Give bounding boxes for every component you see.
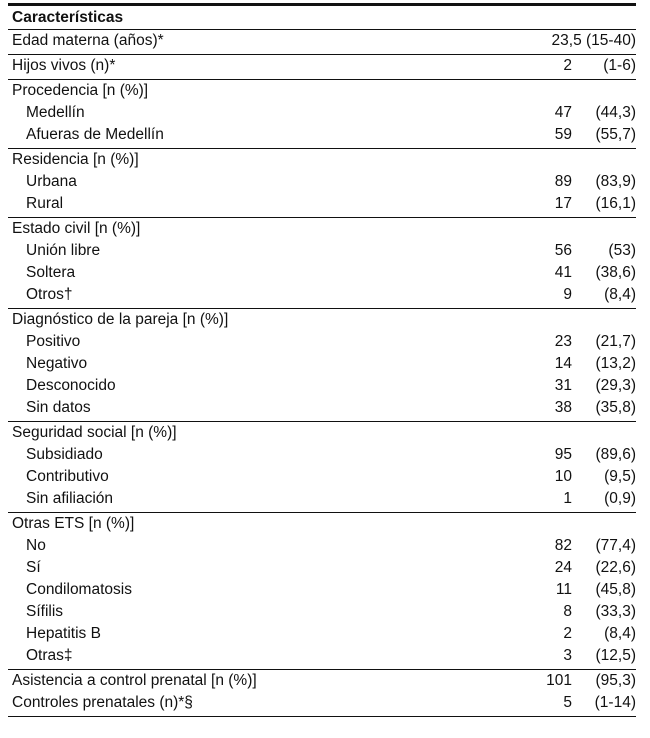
row-label: No xyxy=(26,537,46,554)
row-count: 8 xyxy=(563,603,572,620)
table-row xyxy=(8,149,636,171)
row-label: Rural xyxy=(26,195,64,212)
table-subrow xyxy=(8,102,636,124)
table-subrow xyxy=(8,579,636,601)
row-percent: (89,6) xyxy=(595,446,636,463)
row-label: Contributivo xyxy=(26,468,109,485)
table-subrow xyxy=(8,284,636,306)
row-percent: (12,5) xyxy=(595,647,636,664)
table-subrow xyxy=(8,353,636,375)
row-percent: (21,7) xyxy=(595,333,636,350)
table-section xyxy=(8,513,636,670)
row-label: Hepatitis B xyxy=(26,625,101,642)
table-section xyxy=(8,30,636,55)
row-percent: (13,2) xyxy=(595,355,636,372)
row-percent: (44,3) xyxy=(595,104,636,121)
table-subrow xyxy=(8,623,636,645)
row-count: 38 xyxy=(554,399,572,416)
row-label: Negativo xyxy=(26,355,88,372)
row-label: Afueras de Medellín xyxy=(26,126,164,143)
table-subrow xyxy=(8,397,636,419)
row-percent: (29,3) xyxy=(595,377,636,394)
table-subrow xyxy=(8,240,636,262)
row-label: Procedencia [n (%)] xyxy=(12,82,149,99)
table-row xyxy=(8,692,636,714)
table-subrow xyxy=(8,262,636,284)
row-count: 23 xyxy=(554,333,572,350)
row-count: 14 xyxy=(554,355,572,372)
row-count: 89 xyxy=(554,173,572,190)
row-count: 1 xyxy=(563,490,572,507)
row-label: Sin afiliación xyxy=(26,490,114,507)
table-subrow xyxy=(8,645,636,667)
row-label: Hijos vivos (n)* xyxy=(12,57,116,74)
table-section xyxy=(8,309,636,422)
table-subrow xyxy=(8,331,636,353)
row-label: Subsidiado xyxy=(26,446,103,463)
row-percent: (45,8) xyxy=(595,581,636,598)
row-percent: (1-6) xyxy=(603,57,636,74)
row-label: Diagnóstico de la pareja [n (%)] xyxy=(12,311,229,328)
table-header: Características xyxy=(12,9,124,26)
row-count: 101 xyxy=(546,672,572,689)
row-percent: (8,4) xyxy=(604,625,636,642)
table-row xyxy=(8,80,636,102)
table-subrow xyxy=(8,124,636,146)
row-percent: (38,6) xyxy=(595,264,636,281)
row-label: Seguridad social [n (%)] xyxy=(12,424,177,441)
row-percent: (9,5) xyxy=(604,468,636,485)
row-label: Controles prenatales (n)*§ xyxy=(12,694,193,711)
row-percent: (1-14) xyxy=(594,694,636,711)
table-row xyxy=(8,55,636,77)
row-percent: (22,6) xyxy=(595,559,636,576)
table-row xyxy=(8,218,636,240)
table-section xyxy=(8,80,636,149)
table-row xyxy=(8,30,636,52)
row-label: Sin datos xyxy=(26,399,91,416)
row-count: 24 xyxy=(554,559,572,576)
row-count: 47 xyxy=(554,104,572,121)
row-label: Edad materna (años)* xyxy=(12,32,164,49)
table-subrow xyxy=(8,375,636,397)
row-percent: (55,7) xyxy=(595,126,636,143)
row-count: 2 xyxy=(563,57,572,74)
table-section xyxy=(8,670,636,717)
row-label: Estado civil [n (%)] xyxy=(12,220,141,237)
table-subrow xyxy=(8,535,636,557)
row-percent: (16,1) xyxy=(595,195,636,212)
table-body xyxy=(8,30,636,717)
row-label: Otras‡ xyxy=(26,647,73,664)
row-percent: (0,9) xyxy=(604,490,636,507)
characteristics-table xyxy=(8,3,636,717)
row-percent: (77,4) xyxy=(595,537,636,554)
row-label: Positivo xyxy=(26,333,81,350)
row-percent: (33,3) xyxy=(595,603,636,620)
row-percent: (83,9) xyxy=(595,173,636,190)
table-section xyxy=(8,149,636,218)
table-subrow xyxy=(8,601,636,623)
row-count: 5 xyxy=(563,694,572,711)
row-count: 11 xyxy=(555,581,572,598)
row-percent: (35,8) xyxy=(595,399,636,416)
row-label: Sí xyxy=(26,559,41,576)
table-row xyxy=(8,422,636,444)
row-percent: (8,4) xyxy=(604,286,636,303)
row-count: 95 xyxy=(554,446,572,463)
row-label: Unión libre xyxy=(26,242,101,259)
row-count: 9 xyxy=(563,286,572,303)
row-label: Residencia [n (%)] xyxy=(12,151,139,168)
table-subrow xyxy=(8,193,636,215)
row-percent: (95,3) xyxy=(595,672,636,689)
table-subrow xyxy=(8,466,636,488)
table-section xyxy=(8,422,636,513)
row-count: 31 xyxy=(554,377,572,394)
table-section xyxy=(8,218,636,309)
row-label: Otras ETS [n (%)] xyxy=(12,515,135,532)
row-label: Sífilis xyxy=(26,603,64,620)
table-subrow xyxy=(8,557,636,579)
row-count: 41 xyxy=(554,264,572,281)
table-section xyxy=(8,55,636,80)
row-label: Soltera xyxy=(26,264,76,281)
table-subrow xyxy=(8,488,636,510)
row-count: 10 xyxy=(554,468,572,485)
table-subrow xyxy=(8,171,636,193)
row-label: Condilomatosis xyxy=(26,581,132,598)
row-count: 82 xyxy=(554,537,572,554)
table-subrow xyxy=(8,444,636,466)
row-count: 2 xyxy=(563,625,572,642)
row-label: Otros† xyxy=(26,286,73,303)
row-count: 17 xyxy=(554,195,572,212)
row-count: 56 xyxy=(554,242,572,259)
row-label: Asistencia a control prenatal [n (%)] xyxy=(12,672,257,689)
row-count: 59 xyxy=(554,126,572,143)
row-percent: (53) xyxy=(608,242,636,259)
row-label: Medellín xyxy=(26,104,85,121)
row-label: Urbana xyxy=(26,173,77,190)
row-label: Desconocido xyxy=(26,377,116,394)
table-row xyxy=(8,513,636,535)
table-row xyxy=(8,309,636,331)
row-value: 23,5 (15-40) xyxy=(551,32,636,49)
row-count: 3 xyxy=(563,647,572,664)
table-row xyxy=(8,670,636,692)
